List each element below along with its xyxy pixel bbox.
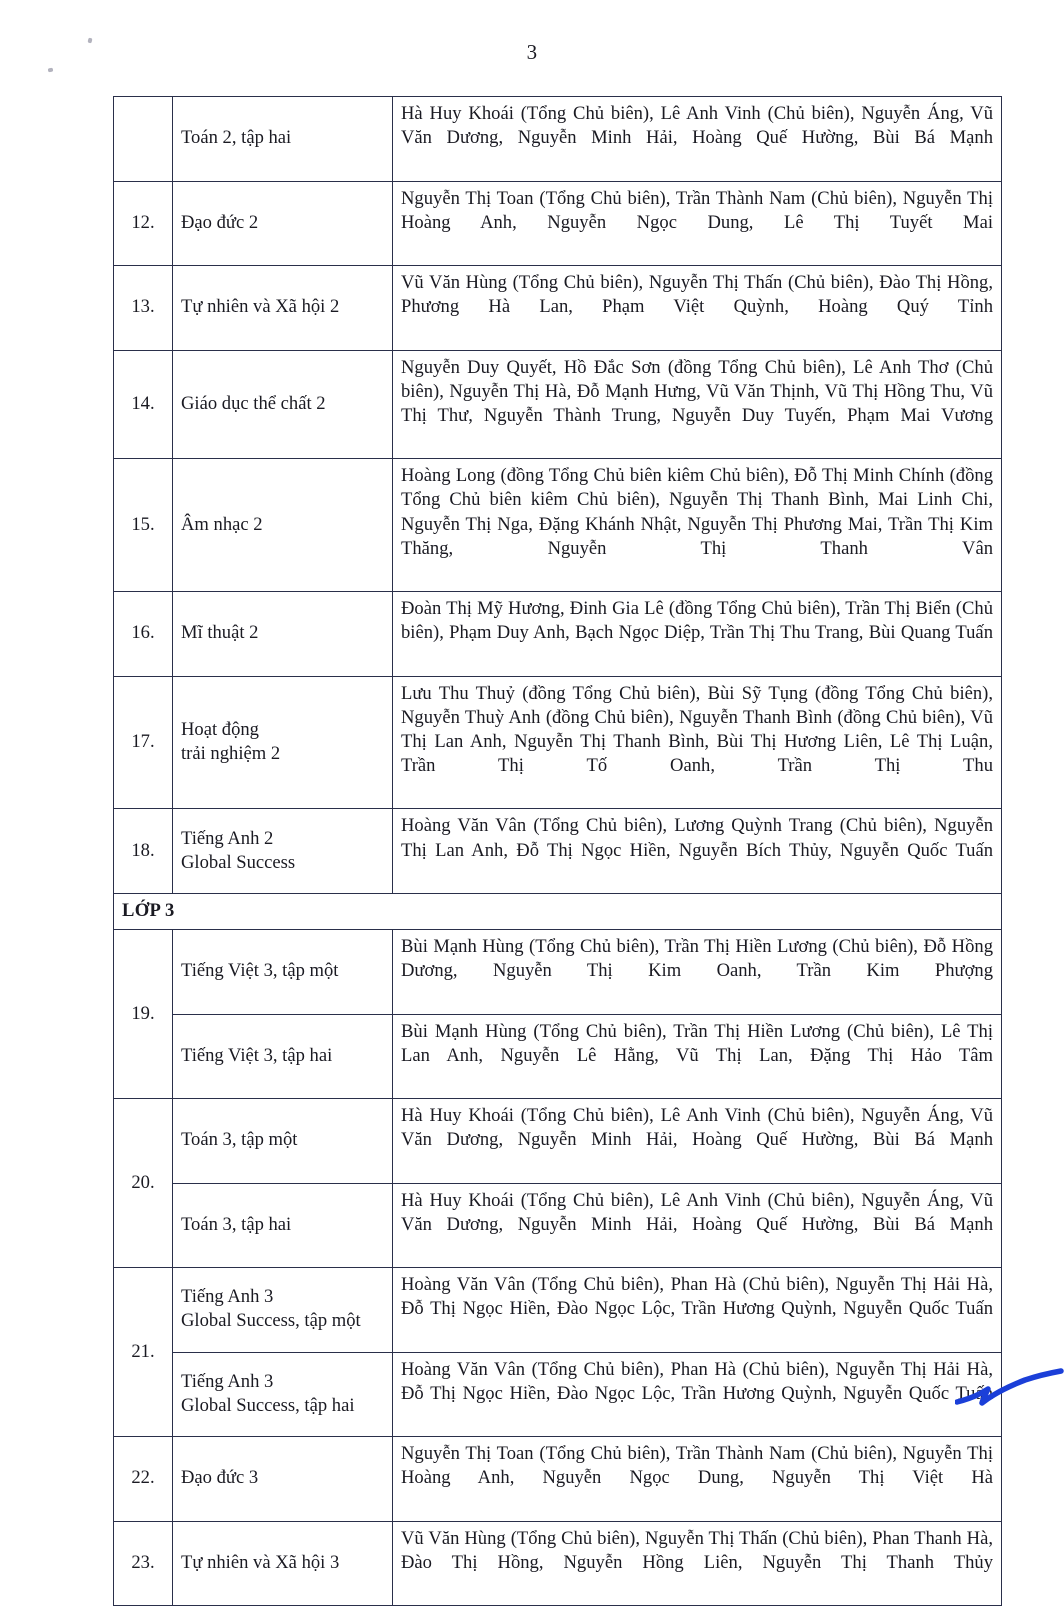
book-title-cell [173,930,393,1015]
row-number-cell [114,97,173,182]
book-title-line: Tự nhiên và Xã hội 3 [181,1551,340,1573]
book-authors-cell: Bùi Mạnh Hùng (Tổng Chủ biên), Trần Thị Hiền Lương (Chủ biên), Lê Thị Lan Anh, Nguyễn Lê Hằng, Vũ Thị Lan, Đặng Thị Hảo Tâm [393,1014,1002,1099]
book-title-line: Global Success, tập hai [181,1394,355,1416]
book-title-cell [173,1099,393,1184]
book-title-cell [173,350,393,459]
row-number-cell: 23. [114,1521,173,1606]
row-number-cell: 22. [114,1437,173,1522]
book-title-line: Global Success, tập một [181,1310,361,1332]
table-row [114,266,1002,351]
table-row [114,1352,1002,1437]
book-title-line: Đạo đức 2 [181,211,259,233]
page-number: 3 [526,40,538,64]
book-title-line: Mĩ thuật 2 [181,622,259,644]
table-row [114,1268,1002,1353]
book-title-line: Tiếng Việt 3, tập hai [181,1044,333,1066]
row-number-cell: 17. [114,676,173,809]
book-authors-cell: Nguyễn Thị Toan (Tổng Chủ biên), Trần Thành Nam (Chủ biên), Nguyễn Thị Hoàng Anh, Nguyễn Ngọc Dung, Nguyễn Thị Việt Hà [393,1437,1002,1522]
book-title-cell [173,1014,393,1099]
row-number-cell: 19. [114,930,173,1099]
table-row [114,809,1002,894]
book-authors-cell: Hoàng Long (đồng Tổng Chủ biên kiêm Chủ biên), Đỗ Thị Minh Chính (đồng Tổng Chủ biên kiêm Chủ biên), Nguyễn Thị Thanh Bình, Mai Linh Chi, Nguyễn Thị Nga, Đặng Khánh Nhật, Nguyễn Thị Phương Mai, Trần Thị Kim Thăng, Nguyễn Thị Thanh Vân [393,459,1002,592]
table-row [114,459,1002,592]
table-row [114,1183,1002,1268]
row-number-cell: 13. [114,266,173,351]
book-authors-cell: Hoàng Văn Vân (Tổng Chủ biên), Phan Hà (Chủ biên), Nguyễn Thị Hải Hà, Đỗ Thị Ngọc Hiền, Đào Ngọc Lộc, Trần Hương Quỳnh, Nguyễn Quốc Tuấn [393,1352,1002,1437]
book-title-cell [173,809,393,894]
book-title-line: Tiếng Anh 3 [181,1286,274,1308]
book-title-cell [173,1521,393,1606]
book-authors-cell: Hà Huy Khoái (Tổng Chủ biên), Lê Anh Vinh (Chủ biên), Nguyễn Áng, Vũ Văn Dương, Nguyễn Minh Hải, Hoàng Quế Hường, Bùi Bá Mạnh [393,1099,1002,1184]
book-authors-cell: Hà Huy Khoái (Tổng Chủ biên), Lê Anh Vinh (Chủ biên), Nguyễn Áng, Vũ Văn Dương, Nguyễn Minh Hải, Hoàng Quế Hường, Bùi Bá Mạnh [393,1183,1002,1268]
textbook-list-table-wrapper [113,96,1001,1606]
book-title-line: Toán 3, tập một [181,1129,298,1151]
book-title-cell [173,1352,393,1437]
book-authors-cell: Hà Huy Khoái (Tổng Chủ biên), Lê Anh Vinh (Chủ biên), Nguyễn Áng, Vũ Văn Dương, Nguyễn Minh Hải, Hoàng Quế Hường, Bùi Bá Mạnh [393,97,1002,182]
book-title-cell [173,1268,393,1353]
row-number-cell: 16. [114,592,173,677]
row-number-cell: 18. [114,809,173,894]
book-title-cell [173,592,393,677]
book-authors-cell: Lưu Thu Thuỷ (đồng Tổng Chủ biên), Bùi Sỹ Tụng (đồng Tổng Chủ biên), Nguyễn Thuỳ Anh (đồng Chủ biên), Nguyễn Thanh Bình (đồng Chủ biên), Vũ Thị Lan Anh, Nguyễn Thị Thanh Bình, Bùi Thị Hương Liên, Lê Thị Luận, Trần Thị Tố Oanh, Trần Thị Thu [393,676,1002,809]
book-title-line: Âm nhạc 2 [181,513,263,535]
book-title-line: Tiếng Anh 3 [181,1370,274,1392]
book-authors-cell: Nguyễn Thị Toan (Tổng Chủ biên), Trần Thành Nam (Chủ biên), Nguyễn Thị Hoàng Anh, Nguyễn Ngọc Dung, Lê Thị Tuyết Mai [393,181,1002,266]
book-title-line: Hoạt động [181,718,259,740]
book-title-line: Đạo đức 3 [181,1467,259,1489]
book-title-cell [173,1437,393,1522]
table-row [114,1014,1002,1099]
book-authors-cell: Đoàn Thị Mỹ Hương, Đinh Gia Lê (đồng Tổng Chủ biên), Trần Thị Biển (Chủ biên), Phạm Duy Anh, Bạch Ngọc Diệp, Trần Thị Thu Trang, Bùi Quang Tuấn [393,592,1002,677]
book-title-line: Tiếng Việt 3, tập một [181,960,339,982]
table-row [114,1437,1002,1522]
book-title-line: Toán 2, tập hai [181,127,292,149]
table-body [114,97,1002,1606]
table-row [114,1099,1002,1184]
book-authors-cell: Bùi Mạnh Hùng (Tổng Chủ biên), Trần Thị Hiền Lương (Chủ biên), Đỗ Hồng Dương, Nguyễn Thị Kim Oanh, Trần Kim Phượng [393,930,1002,1015]
section-header-row [114,893,1002,929]
book-title-line: Giáo dục thể chất 2 [181,392,326,414]
book-title-cell [173,266,393,351]
book-title-line: Toán 3, tập hai [181,1213,292,1235]
table-row [114,350,1002,459]
row-number-cell: 12. [114,181,173,266]
book-authors-cell: Hoàng Văn Vân (Tổng Chủ biên), Lương Quỳnh Trang (Chủ biên), Nguyễn Thị Lan Anh, Đỗ Thị Ngọc Hiền, Nguyễn Bích Thủy, Nguyễn Quốc Tuấn [393,809,1002,894]
table-row [114,181,1002,266]
book-title-cell [173,676,393,809]
book-title-cell [173,181,393,266]
book-authors-cell: Hoàng Văn Vân (Tổng Chủ biên), Phan Hà (Chủ biên), Nguyễn Thị Hải Hà, Đỗ Thị Ngọc Hiền, Đào Ngọc Lộc, Trần Hương Quỳnh, Nguyễn Quốc Tuấn [393,1268,1002,1353]
book-title-cell [173,97,393,182]
row-number-cell: 21. [114,1268,173,1437]
textbook-list-table [113,96,1002,1606]
book-authors-cell: Vũ Văn Hùng (Tổng Chủ biên), Nguyễn Thị Thấn (Chủ biên), Đào Thị Hồng, Phương Hà Lan, Phạm Việt Quỳnh, Hoàng Quý Tỉnh [393,266,1002,351]
table-row [114,676,1002,809]
book-title-line: trải nghiệm 2 [181,743,281,765]
scan-speckle [48,68,54,73]
row-number-cell: 14. [114,350,173,459]
row-number-cell: 15. [114,459,173,592]
table-row [114,930,1002,1015]
section-header: LỚP 3 [114,893,1002,929]
book-title-cell [173,459,393,592]
book-title-cell [173,1183,393,1268]
book-title-line: Tự nhiên và Xã hội 2 [181,296,340,318]
row-number-cell: 20. [114,1099,173,1268]
book-title-line: Global Success [181,851,296,873]
table-row [114,592,1002,677]
book-authors-cell: Nguyễn Duy Quyết, Hồ Đắc Sơn (đồng Tổng Chủ biên), Lê Anh Thơ (Chủ biên), Nguyễn Thị Hà, Đỗ Mạnh Hưng, Vũ Văn Thịnh, Vũ Thị Hồng Thu, Vũ Thị Thư, Nguyễn Thành Trung, Nguyễn Duy Tuyến, Phạm Mai Vương [393,350,1002,459]
table-row [114,1521,1002,1606]
book-title-line: Tiếng Anh 2 [181,827,274,849]
book-authors-cell: Vũ Văn Hùng (Tổng Chủ biên), Nguyễn Thị Thấn (Chủ biên), Phan Thanh Hà, Đào Thị Hồng, Nguyễn Hồng Liên, Nguyễn Thị Thanh Thủy [393,1521,1002,1606]
table-row [114,97,1002,182]
